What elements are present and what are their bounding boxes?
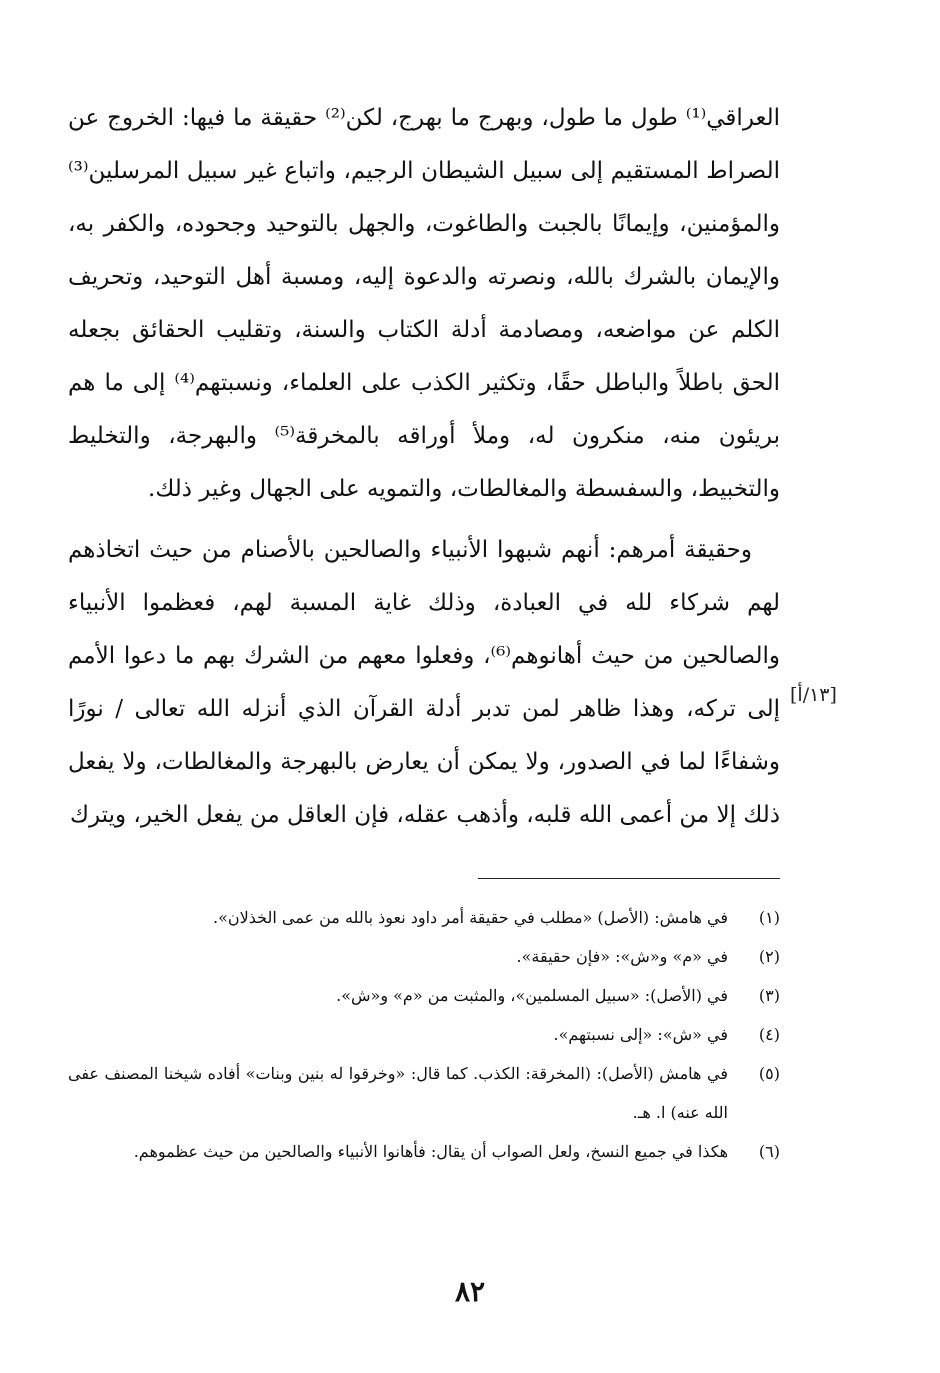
footnote-text: في (الأصل): «سبيل المسلمين»، والمثبت من «م» و«ش».: [336, 986, 728, 1005]
footnote-number: (٤): [758, 1025, 780, 1044]
footnote: [68, 976, 780, 1015]
main-text: [68, 92, 780, 842]
footnote-number: (١): [758, 908, 780, 927]
footnote-text: في هامش: (الأصل) «مطلب في حقيقة أمر داود نعوذ بالله من عمى الخذلان».: [213, 908, 728, 927]
footnote-text: في «م» و«ش»: «فإن حقيقة».: [516, 947, 728, 966]
footnote-number: (٦): [758, 1142, 780, 1161]
footnote-text: في هامش (الأصل): (المخرقة: الكذب. كما قال: «وخرقوا له بنين وبنات» أفاده شيخنا المصنف عفى الله عنه) ا. هـ.: [68, 1064, 728, 1122]
footnotes: [68, 898, 780, 1171]
footnote: [68, 1132, 780, 1171]
footnote: [68, 937, 780, 976]
page-number: ٨٢: [454, 1275, 486, 1308]
footnote-number: (٢): [758, 947, 780, 966]
footnote-text: في «ش»: «إلى نسبتهم».: [553, 1025, 728, 1044]
footnote: [68, 1015, 780, 1054]
footnote: [68, 898, 780, 937]
footnote: [68, 1054, 780, 1132]
footnote-number: (٣): [758, 986, 780, 1005]
manuscript-folio-marker: [١٣/أ]: [790, 684, 837, 706]
footnote-separator: [478, 878, 780, 879]
paragraph-1: العراقي⁽¹⁾ طول ما طول، وبهرج ما بهرج، لكن⁽²⁾ حقيقة ما فيها: الخروج عن الصراط المستقيم إلى سبيل الشيطان الرجيم، واتباع غير سبيل المرسلين⁽³⁾ والمؤمنين، وإيمانًا بالجبت والطاغوت، والجهل بالتوحيد وجحوده، والكفر به، والإيمان بالشرك بالله، ونصرته والدعوة إليه، ومسبة أهل التوحيد، وتحريف الكلم عن مواضعه، ومصادمة أدلة الكتاب والسنة، وتقليب الحقائق بجعله الحق باطلاً والباطل حقًا، وتكثير الكذب على العلماء، ونسبتهم⁽⁴⁾ إلى ما هم بريئون منه، منكرون له، وملأ أوراقه بالمخرقة⁽⁵⁾ والبهرجة، والتخليط والتخبيط، والسفسطة والمغالطات، والتمويه على الجهال وغير ذلك.: [68, 105, 780, 502]
footnote-number: (٥): [758, 1064, 780, 1083]
footnote-text: هكذا في جميع النسخ، ولعل الصواب أن يقال: فأهانوا الأنبياء والصالحين من حيث عظموهم.: [133, 1142, 728, 1161]
paragraph-2: وحقيقة أمرهم: أنهم شبهوا الأنبياء والصالحين بالأصنام من حيث اتخاذهم لهم شركاء لله في العبادة، وذلك غاية المسبة لهم، فعظموا الأنبياء والصالحين من حيث أهانوهم⁽⁶⁾، وفعلوا معهم من الشرك بهم ما دعوا الأمم إلى تركه، وهذا ظاهر لمن تدبر أدلة القرآن الذي أنزله الله تعالى / نورًا وشفاءًا لما في الصدور، ولا يمكن أن يعارض بالبهرجة والمغالطات، ولا يفعل ذلك إلا من أعمى الله قلبه، وأذهب عقله، فإن العاقل من يفعل الخير، ويترك: [68, 537, 780, 828]
